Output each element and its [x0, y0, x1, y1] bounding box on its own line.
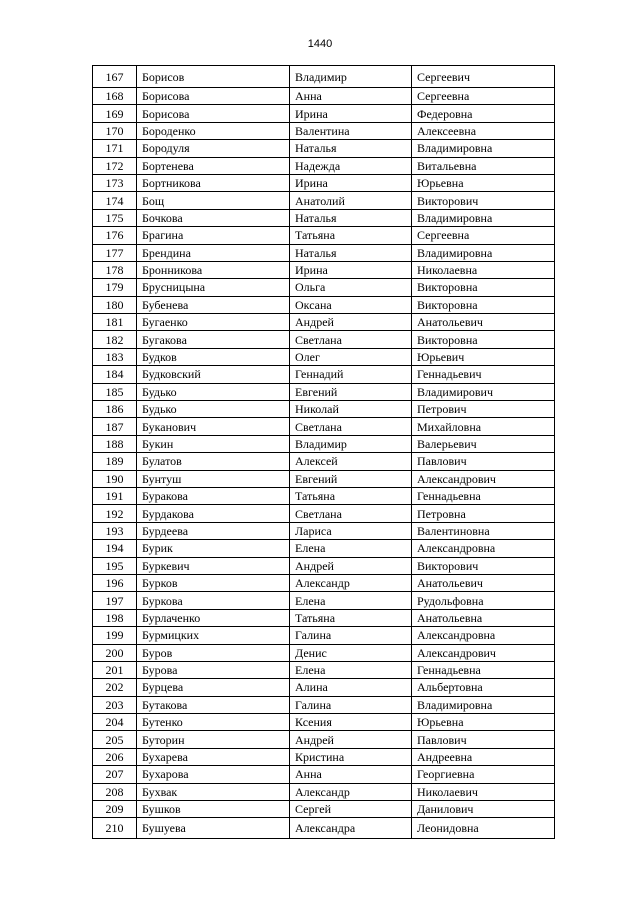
- table-row: [93, 279, 555, 296]
- last-name-cell: Бугаенко: [137, 314, 290, 331]
- first-name-cell: Татьяна: [290, 487, 412, 504]
- row-number-cell: 206: [93, 748, 137, 765]
- first-name-cell: Татьяна: [290, 227, 412, 244]
- table-row: [93, 644, 555, 661]
- patronymic-cell: Рудольфовна: [412, 592, 555, 609]
- patronymic-cell: Николаевич: [412, 783, 555, 800]
- table-row: [93, 209, 555, 226]
- table-row: [93, 435, 555, 452]
- patronymic-cell: Юрьевна: [412, 174, 555, 191]
- last-name-cell: Бушуева: [137, 818, 290, 839]
- patronymic-cell: Георгиевна: [412, 766, 555, 783]
- patronymic-cell: Михайловна: [412, 418, 555, 435]
- row-number-cell: 177: [93, 244, 137, 261]
- last-name-cell: Бугакова: [137, 331, 290, 348]
- first-name-cell: Олег: [290, 348, 412, 365]
- last-name-cell: Буров: [137, 644, 290, 661]
- patronymic-cell: Юрьевич: [412, 348, 555, 365]
- row-number-cell: 188: [93, 435, 137, 452]
- last-name-cell: Брусницына: [137, 279, 290, 296]
- table-row: [93, 801, 555, 818]
- row-number-cell: 208: [93, 783, 137, 800]
- table-row: [93, 574, 555, 591]
- last-name-cell: Бурик: [137, 540, 290, 557]
- table-row: [93, 418, 555, 435]
- last-name-cell: Буркевич: [137, 557, 290, 574]
- patronymic-cell: Геннадьевна: [412, 487, 555, 504]
- table-row: [93, 453, 555, 470]
- first-name-cell: Светлана: [290, 505, 412, 522]
- first-name-cell: Елена: [290, 592, 412, 609]
- patronymic-cell: Викторовна: [412, 279, 555, 296]
- last-name-cell: Бощ: [137, 192, 290, 209]
- last-name-cell: Бочкова: [137, 209, 290, 226]
- row-number-cell: 185: [93, 383, 137, 400]
- last-name-cell: Буркова: [137, 592, 290, 609]
- row-number-cell: 193: [93, 522, 137, 539]
- first-name-cell: Андрей: [290, 557, 412, 574]
- last-name-cell: Будько: [137, 401, 290, 418]
- last-name-cell: Будковский: [137, 366, 290, 383]
- table-row: [93, 296, 555, 313]
- first-name-cell: Наталья: [290, 209, 412, 226]
- row-number-cell: 180: [93, 296, 137, 313]
- last-name-cell: Бороденко: [137, 122, 290, 139]
- table-row: [93, 88, 555, 105]
- table-row: [93, 818, 555, 839]
- last-name-cell: Бортенева: [137, 157, 290, 174]
- patronymic-cell: Викторовна: [412, 331, 555, 348]
- row-number-cell: 204: [93, 714, 137, 731]
- patronymic-cell: Альбертовна: [412, 679, 555, 696]
- row-number-cell: 186: [93, 401, 137, 418]
- last-name-cell: Бушков: [137, 801, 290, 818]
- table-row: [93, 679, 555, 696]
- last-name-cell: Бурков: [137, 574, 290, 591]
- row-number-cell: 167: [93, 66, 137, 88]
- row-number-cell: 184: [93, 366, 137, 383]
- first-name-cell: Ольга: [290, 279, 412, 296]
- table-row: [93, 522, 555, 539]
- table-row: [93, 122, 555, 139]
- last-name-cell: Бутенко: [137, 714, 290, 731]
- patronymic-cell: Александровна: [412, 540, 555, 557]
- table-row: [93, 661, 555, 678]
- table-row: [93, 261, 555, 278]
- row-number-cell: 182: [93, 331, 137, 348]
- first-name-cell: Александр: [290, 783, 412, 800]
- last-name-cell: Борисов: [137, 66, 290, 88]
- row-number-cell: 172: [93, 157, 137, 174]
- table-row: [93, 487, 555, 504]
- row-number-cell: 191: [93, 487, 137, 504]
- row-number-cell: 207: [93, 766, 137, 783]
- last-name-cell: Бурдеева: [137, 522, 290, 539]
- last-name-cell: Бухарова: [137, 766, 290, 783]
- last-name-cell: Бурова: [137, 661, 290, 678]
- table-row: [93, 314, 555, 331]
- patronymic-cell: Юрьевна: [412, 714, 555, 731]
- table-row: [93, 192, 555, 209]
- row-number-cell: 201: [93, 661, 137, 678]
- row-number-cell: 205: [93, 731, 137, 748]
- first-name-cell: Алина: [290, 679, 412, 696]
- table-row: [93, 627, 555, 644]
- first-name-cell: Галина: [290, 627, 412, 644]
- patronymic-cell: Владимировна: [412, 209, 555, 226]
- row-number-cell: 169: [93, 105, 137, 122]
- patronymic-cell: Николаевна: [412, 261, 555, 278]
- table-row: [93, 383, 555, 400]
- patronymic-cell: Александрович: [412, 470, 555, 487]
- last-name-cell: Будков: [137, 348, 290, 365]
- row-number-cell: 189: [93, 453, 137, 470]
- patronymic-cell: Геннадьевич: [412, 366, 555, 383]
- page-number: 1440: [307, 38, 333, 50]
- row-number-cell: 178: [93, 261, 137, 278]
- table-row: [93, 348, 555, 365]
- first-name-cell: Евгений: [290, 383, 412, 400]
- patronymic-cell: Викторович: [412, 192, 555, 209]
- first-name-cell: Галина: [290, 696, 412, 713]
- first-name-cell: Андрей: [290, 731, 412, 748]
- row-number-cell: 210: [93, 818, 137, 839]
- first-name-cell: Светлана: [290, 331, 412, 348]
- first-name-cell: Наталья: [290, 244, 412, 261]
- table-row: [93, 696, 555, 713]
- last-name-cell: Борисова: [137, 105, 290, 122]
- patronymic-cell: Андреевна: [412, 748, 555, 765]
- first-name-cell: Оксана: [290, 296, 412, 313]
- row-number-cell: 202: [93, 679, 137, 696]
- row-number-cell: 187: [93, 418, 137, 435]
- first-name-cell: Владимир: [290, 435, 412, 452]
- table-row: [93, 366, 555, 383]
- patronymic-cell: Сергеевна: [412, 227, 555, 244]
- last-name-cell: Буторин: [137, 731, 290, 748]
- name-list-body: [93, 66, 555, 839]
- table-row: [93, 714, 555, 731]
- first-name-cell: Александра: [290, 818, 412, 839]
- last-name-cell: Бурдакова: [137, 505, 290, 522]
- patronymic-cell: Сергеевич: [412, 66, 555, 88]
- last-name-cell: Бородуля: [137, 140, 290, 157]
- patronymic-cell: Владимировна: [412, 244, 555, 261]
- row-number-cell: 179: [93, 279, 137, 296]
- row-number-cell: 209: [93, 801, 137, 818]
- table-row: [93, 157, 555, 174]
- first-name-cell: Евгений: [290, 470, 412, 487]
- row-number-cell: 171: [93, 140, 137, 157]
- table-row: [93, 540, 555, 557]
- last-name-cell: Бухвак: [137, 783, 290, 800]
- row-number-cell: 192: [93, 505, 137, 522]
- patronymic-cell: Анатольевич: [412, 314, 555, 331]
- row-number-cell: 183: [93, 348, 137, 365]
- last-name-cell: Бухарева: [137, 748, 290, 765]
- table-row: [93, 470, 555, 487]
- last-name-cell: Булатов: [137, 453, 290, 470]
- table-row: [93, 766, 555, 783]
- row-number-cell: 200: [93, 644, 137, 661]
- patronymic-cell: Геннадьевна: [412, 661, 555, 678]
- row-number-cell: 197: [93, 592, 137, 609]
- patronymic-cell: Анатольевич: [412, 574, 555, 591]
- first-name-cell: Ирина: [290, 105, 412, 122]
- last-name-cell: Бронникова: [137, 261, 290, 278]
- patronymic-cell: Владимировна: [412, 140, 555, 157]
- first-name-cell: Сергей: [290, 801, 412, 818]
- first-name-cell: Кристина: [290, 748, 412, 765]
- last-name-cell: Буканович: [137, 418, 290, 435]
- row-number-cell: 198: [93, 609, 137, 626]
- patronymic-cell: Петровна: [412, 505, 555, 522]
- row-number-cell: 170: [93, 122, 137, 139]
- row-number-cell: 203: [93, 696, 137, 713]
- table-row: [93, 731, 555, 748]
- first-name-cell: Ирина: [290, 261, 412, 278]
- first-name-cell: Елена: [290, 661, 412, 678]
- first-name-cell: Валентина: [290, 122, 412, 139]
- last-name-cell: Бубенева: [137, 296, 290, 313]
- last-name-cell: Буракова: [137, 487, 290, 504]
- table-row: [93, 748, 555, 765]
- last-name-cell: Будько: [137, 383, 290, 400]
- patronymic-cell: Федеровна: [412, 105, 555, 122]
- first-name-cell: Ксения: [290, 714, 412, 731]
- table-row: [93, 557, 555, 574]
- last-name-cell: Брендина: [137, 244, 290, 261]
- first-name-cell: Алексей: [290, 453, 412, 470]
- patronymic-cell: Алексеевна: [412, 122, 555, 139]
- table-row: [93, 592, 555, 609]
- table-row: [93, 174, 555, 191]
- row-number-cell: 176: [93, 227, 137, 244]
- first-name-cell: Наталья: [290, 140, 412, 157]
- first-name-cell: Анна: [290, 766, 412, 783]
- row-number-cell: 175: [93, 209, 137, 226]
- patronymic-cell: Данилович: [412, 801, 555, 818]
- patronymic-cell: Викторович: [412, 557, 555, 574]
- patronymic-cell: Валентиновна: [412, 522, 555, 539]
- row-number-cell: 194: [93, 540, 137, 557]
- last-name-cell: Бурцева: [137, 679, 290, 696]
- table-row: [93, 66, 555, 88]
- first-name-cell: Денис: [290, 644, 412, 661]
- first-name-cell: Надежда: [290, 157, 412, 174]
- name-list-table: [92, 65, 555, 839]
- patronymic-cell: Павлович: [412, 453, 555, 470]
- patronymic-cell: Викторовна: [412, 296, 555, 313]
- first-name-cell: Лариса: [290, 522, 412, 539]
- patronymic-cell: Сергеевна: [412, 88, 555, 105]
- table-row: [93, 244, 555, 261]
- first-name-cell: Светлана: [290, 418, 412, 435]
- table-row: [93, 783, 555, 800]
- row-number-cell: 190: [93, 470, 137, 487]
- patronymic-cell: Валерьевич: [412, 435, 555, 452]
- table-row: [93, 227, 555, 244]
- patronymic-cell: Витальевна: [412, 157, 555, 174]
- patronymic-cell: Анатольевна: [412, 609, 555, 626]
- last-name-cell: Бурлаченко: [137, 609, 290, 626]
- first-name-cell: Владимир: [290, 66, 412, 88]
- last-name-cell: Бутакова: [137, 696, 290, 713]
- patronymic-cell: Владимировна: [412, 696, 555, 713]
- last-name-cell: Бурмицких: [137, 627, 290, 644]
- patronymic-cell: Владимирович: [412, 383, 555, 400]
- row-number-cell: 195: [93, 557, 137, 574]
- row-number-cell: 181: [93, 314, 137, 331]
- table-row: [93, 140, 555, 157]
- patronymic-cell: Петрович: [412, 401, 555, 418]
- table-row: [93, 105, 555, 122]
- first-name-cell: Николай: [290, 401, 412, 418]
- row-number-cell: 174: [93, 192, 137, 209]
- first-name-cell: Андрей: [290, 314, 412, 331]
- first-name-cell: Александр: [290, 574, 412, 591]
- table-row: [93, 505, 555, 522]
- patronymic-cell: Александровна: [412, 627, 555, 644]
- last-name-cell: Букин: [137, 435, 290, 452]
- last-name-cell: Борисова: [137, 88, 290, 105]
- first-name-cell: Татьяна: [290, 609, 412, 626]
- row-number-cell: 199: [93, 627, 137, 644]
- last-name-cell: Брагина: [137, 227, 290, 244]
- patronymic-cell: Александрович: [412, 644, 555, 661]
- last-name-cell: Бортникова: [137, 174, 290, 191]
- table-row: [93, 331, 555, 348]
- patronymic-cell: Леонидовна: [412, 818, 555, 839]
- first-name-cell: Геннадий: [290, 366, 412, 383]
- first-name-cell: Елена: [290, 540, 412, 557]
- first-name-cell: Анатолий: [290, 192, 412, 209]
- table-row: [93, 609, 555, 626]
- row-number-cell: 168: [93, 88, 137, 105]
- row-number-cell: 173: [93, 174, 137, 191]
- table-row: [93, 401, 555, 418]
- patronymic-cell: Павлович: [412, 731, 555, 748]
- first-name-cell: Ирина: [290, 174, 412, 191]
- first-name-cell: Анна: [290, 88, 412, 105]
- last-name-cell: Бунтуш: [137, 470, 290, 487]
- row-number-cell: 196: [93, 574, 137, 591]
